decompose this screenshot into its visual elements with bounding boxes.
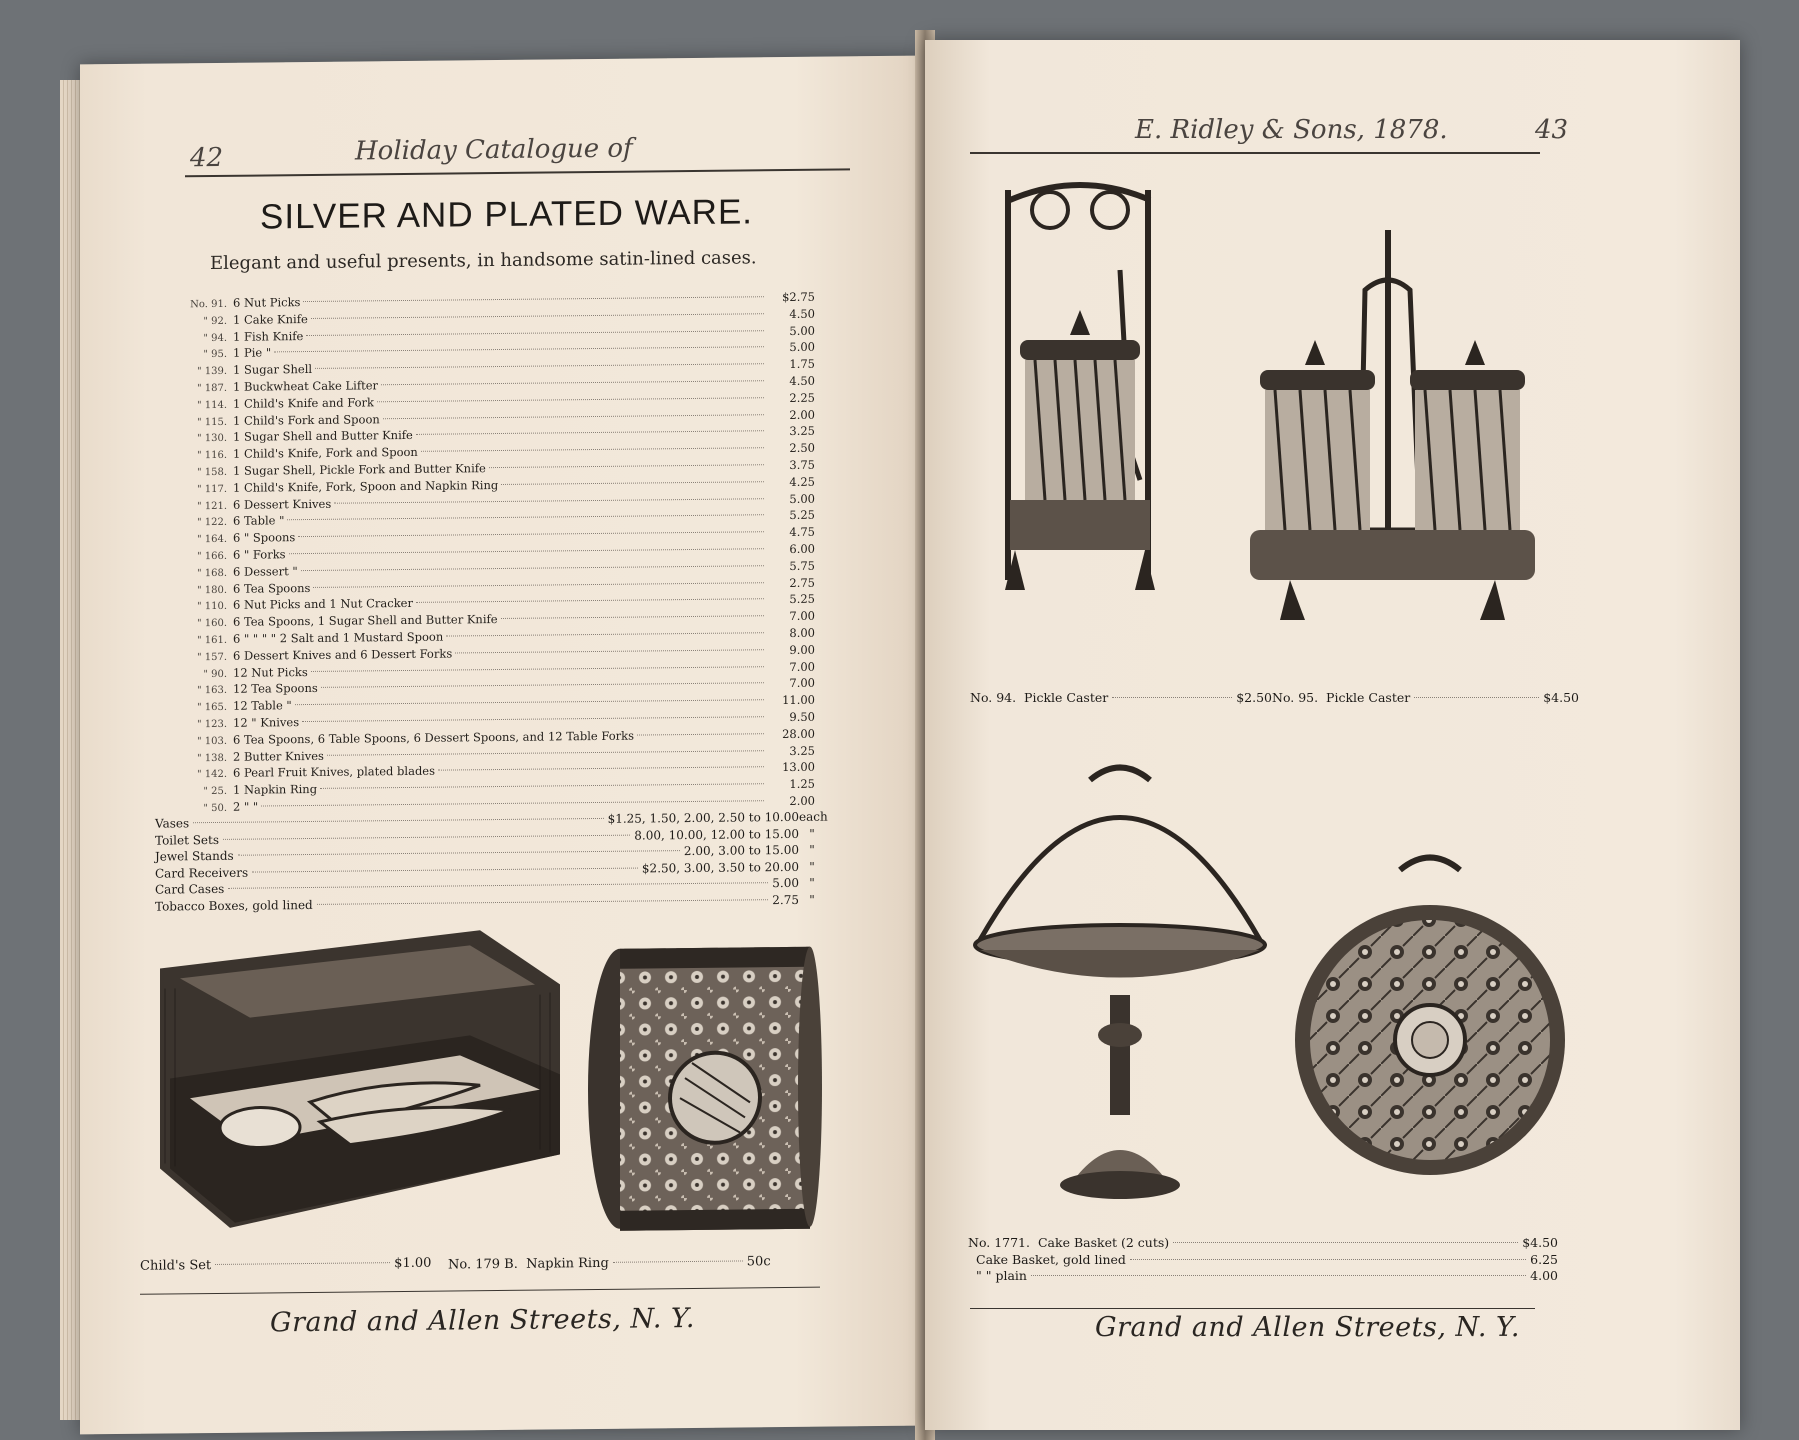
item-price: 3.25 bbox=[789, 424, 815, 439]
leader-dots bbox=[381, 380, 764, 385]
footer-rule-left bbox=[140, 1287, 820, 1295]
cake-basket-side-illustration bbox=[960, 755, 1280, 1215]
caster-95-price: $4.50 bbox=[1543, 690, 1580, 705]
leader-dots bbox=[489, 464, 764, 468]
cake-item-description: Cake Basket, gold lined bbox=[976, 1251, 1126, 1267]
caster-94-price: $2.50 bbox=[1236, 690, 1273, 705]
leader-dots bbox=[306, 330, 764, 336]
item-price: 2.00 bbox=[789, 407, 815, 422]
item-price: 4.50 bbox=[789, 373, 815, 388]
misc-description: Jewel Stands bbox=[155, 848, 234, 864]
item-number: " 114. bbox=[196, 399, 227, 411]
item-price: 1.75 bbox=[789, 356, 815, 372]
item-price: 2.50 bbox=[789, 440, 815, 456]
leader-dots bbox=[637, 733, 764, 735]
right-page bbox=[925, 40, 1740, 1430]
napkin-ring-no: No. 179 B. bbox=[448, 1256, 518, 1273]
napkin-ring-price: 50c bbox=[746, 1254, 771, 1270]
item-price: 5.25 bbox=[789, 508, 815, 523]
misc-price: 2.75 bbox=[772, 892, 799, 908]
misc-unit: " bbox=[809, 859, 815, 874]
leader-dots bbox=[377, 397, 764, 402]
napkin-ring-illustration bbox=[580, 937, 830, 1245]
item-number: " 158. bbox=[196, 466, 227, 479]
page-number-right: 43 bbox=[1535, 115, 1569, 145]
leader-dots bbox=[311, 666, 764, 672]
misc-price: $2.50, 3.00, 3.50 to 20.00 bbox=[641, 859, 799, 876]
item-price: 11.00 bbox=[782, 692, 815, 708]
childs-set-label: Child's Set bbox=[140, 1258, 212, 1274]
leader-dots bbox=[320, 783, 764, 789]
misc-unit: " bbox=[809, 876, 815, 891]
item-description: 6 Pearl Fruit Knives, plated blades bbox=[233, 763, 436, 781]
item-price: 6.00 bbox=[789, 541, 815, 556]
item-description: 12 " Knives bbox=[233, 715, 300, 730]
item-description: 2 " " bbox=[233, 799, 259, 814]
misc-unit: " bbox=[809, 842, 815, 857]
item-number: " 164. bbox=[196, 534, 227, 546]
item-description: 12 Table " bbox=[233, 698, 292, 713]
cake-item-description: " " plain bbox=[976, 1268, 1027, 1284]
footer-right: Grand and Allen Streets, N. Y. bbox=[1095, 1312, 1520, 1343]
item-number: " 163. bbox=[196, 685, 227, 697]
item-description: 1 Napkin Ring bbox=[233, 782, 318, 797]
item-number: " 166. bbox=[196, 550, 227, 563]
item-price: 2.25 bbox=[789, 390, 815, 405]
item-description: 1 Buckwheat Cake Lifter bbox=[233, 378, 379, 394]
item-description: 12 Nut Picks bbox=[233, 664, 308, 680]
item-number: " 94. bbox=[203, 332, 227, 344]
item-price: 13.00 bbox=[782, 760, 815, 775]
item-description: 6 Table " bbox=[233, 513, 285, 529]
leader-dots bbox=[311, 313, 764, 319]
cake-basket-row bbox=[968, 1235, 1558, 1252]
item-number: " 161. bbox=[196, 634, 227, 647]
cake-basket-row bbox=[968, 1268, 1558, 1285]
misc-price: 5.00 bbox=[772, 876, 799, 891]
section-subtitle: Elegant and useful presents, in handsome satin-lined cases. bbox=[210, 247, 757, 275]
cake-item-description: Cake Basket (2 cuts) bbox=[1037, 1235, 1170, 1250]
napkin-ring-caption bbox=[448, 1254, 771, 1272]
item-number: " 139. bbox=[196, 366, 227, 378]
item-price: $2.75 bbox=[782, 289, 815, 305]
item-number: " 103. bbox=[196, 735, 227, 747]
caster-95-label: Pickle Caster bbox=[1326, 690, 1411, 705]
item-price: 4.50 bbox=[789, 306, 815, 321]
cake-item-number: No. 1771. bbox=[968, 1235, 1030, 1250]
item-price: 5.25 bbox=[789, 592, 815, 607]
item-number: " 168. bbox=[196, 567, 227, 579]
leader-dots bbox=[446, 632, 764, 636]
misc-price: $1.25, 1.50, 2.00, 2.50 to 10.00 bbox=[607, 809, 799, 826]
item-number: " 90. bbox=[203, 668, 227, 680]
item-number: " 165. bbox=[196, 701, 227, 714]
item-number: " 130. bbox=[196, 433, 227, 445]
item-description: 1 Child's Knife, Fork and Spoon bbox=[233, 445, 418, 461]
leader-dots bbox=[501, 481, 764, 485]
item-description: 6 Dessert Knives and 6 Dessert Forks bbox=[233, 646, 453, 663]
item-number: " 157. bbox=[196, 651, 227, 663]
item-number: " 50. bbox=[203, 802, 227, 815]
pickle-caster-94-illustration bbox=[980, 180, 1180, 650]
item-number: " 117. bbox=[196, 483, 227, 495]
item-price: 7.00 bbox=[789, 676, 815, 691]
item-description: 1 Child's Knife, Fork, Spoon and Napkin Ring bbox=[233, 477, 499, 495]
misc-description: Tobacco Boxes, gold lined bbox=[155, 897, 313, 914]
item-description: 6 Tea Spoons, 6 Table Spoons, 6 Dessert Spoons, and 12 Table Forks bbox=[233, 728, 635, 747]
item-description: 1 Cake Knife bbox=[233, 311, 308, 327]
item-price: 8.00 bbox=[789, 625, 815, 640]
item-number: " 110. bbox=[196, 601, 227, 613]
item-price: 3.75 bbox=[789, 457, 815, 472]
caster-94-label: Pickle Caster bbox=[1024, 690, 1109, 705]
item-description: 1 Sugar Shell, Pickle Fork and Butter Knife bbox=[233, 461, 486, 478]
leader-dots bbox=[261, 800, 764, 806]
cake-item-price: $4.50 bbox=[1522, 1235, 1558, 1250]
leader-dots bbox=[455, 649, 764, 653]
item-number: " 123. bbox=[196, 718, 227, 731]
item-number: " 121. bbox=[196, 500, 227, 512]
item-price: 9.00 bbox=[789, 642, 815, 657]
leader-dots bbox=[501, 615, 764, 619]
item-price: 5.00 bbox=[789, 340, 815, 355]
item-number: " 122. bbox=[196, 517, 227, 529]
item-description: 6 Tea Spoons, 1 Sugar Shell and Butter Knife bbox=[233, 612, 498, 629]
leader-dots bbox=[238, 850, 680, 856]
leader-dots bbox=[416, 431, 764, 436]
leader-dots bbox=[303, 296, 764, 302]
item-description: 6 " " " " 2 Salt and 1 Mustard Spoon bbox=[233, 629, 444, 646]
misc-price: 8.00, 10.00, 12.00 to 15.00 bbox=[634, 826, 799, 843]
napkin-ring-label: Napkin Ring bbox=[526, 1255, 609, 1272]
leader-dots bbox=[252, 867, 638, 872]
section-title: SILVER AND PLATED WARE. bbox=[260, 192, 754, 237]
pickle-caster-95-illustration bbox=[1250, 230, 1550, 660]
item-description: 1 Child's Knife and Fork bbox=[233, 395, 375, 411]
item-number: " 180. bbox=[196, 584, 227, 596]
item-description: 1 Fish Knife bbox=[233, 328, 304, 344]
running-head-right: E. Ridley & Sons, 1878. bbox=[1135, 115, 1448, 145]
item-description: 6 " Spoons bbox=[233, 530, 296, 545]
item-price: 2.75 bbox=[789, 575, 815, 590]
cake-item-price: 4.00 bbox=[1530, 1268, 1558, 1284]
item-description: 6 Nut Picks and 1 Nut Cracker bbox=[233, 596, 413, 613]
cake-item-price: 6.25 bbox=[1530, 1251, 1558, 1267]
item-price: 5.75 bbox=[789, 558, 815, 573]
item-price: 3.25 bbox=[789, 743, 815, 758]
item-description: 1 Pie " bbox=[233, 345, 272, 361]
misc-description: Card Cases bbox=[155, 882, 225, 897]
item-number: " 187. bbox=[196, 382, 227, 395]
footer-left: Grand and Allen Streets, N. Y. bbox=[270, 1302, 695, 1339]
leader-dots bbox=[301, 565, 764, 571]
leader-dots bbox=[295, 699, 764, 705]
misc-price: 2.00, 3.00 to 15.00 bbox=[683, 843, 799, 859]
leader-dots bbox=[315, 363, 764, 369]
left-page bbox=[80, 56, 920, 1435]
cake-basket-list bbox=[968, 1235, 1558, 1285]
leader-dots bbox=[327, 750, 764, 756]
item-description: 6 Dessert " bbox=[233, 563, 298, 579]
leader-dots bbox=[287, 515, 764, 521]
misc-unit: " bbox=[809, 826, 815, 841]
caster-95-no: No. 95. bbox=[1272, 690, 1319, 705]
item-price: 1.25 bbox=[789, 776, 815, 792]
item-price: 9.50 bbox=[789, 709, 815, 724]
caster-95-caption bbox=[1272, 690, 1579, 705]
item-price: 4.25 bbox=[789, 474, 815, 489]
cake-basket-row bbox=[968, 1252, 1558, 1269]
item-description: 1 Child's Fork and Spoon bbox=[233, 411, 380, 428]
leader-dots bbox=[1130, 1259, 1526, 1260]
cake-basket-top-illustration bbox=[1285, 840, 1575, 1210]
leader-dots bbox=[321, 683, 764, 689]
childs-set-price: $1.00 bbox=[394, 1255, 432, 1272]
item-price: 5.00 bbox=[789, 323, 815, 338]
item-description: 6 Nut Picks bbox=[233, 295, 301, 310]
leader-dots bbox=[274, 347, 764, 353]
page-number-left: 42 bbox=[190, 142, 224, 174]
childs-set-illustration bbox=[140, 924, 570, 1249]
misc-unit: each bbox=[799, 809, 828, 824]
item-description: 6 Tea Spoons bbox=[233, 580, 311, 596]
footer-rule-right bbox=[970, 1308, 1535, 1309]
header-rule bbox=[185, 168, 850, 177]
leader-dots bbox=[421, 447, 764, 452]
item-description: 12 Tea Spoons bbox=[233, 681, 318, 697]
leader-dots bbox=[317, 899, 769, 905]
item-number: " 160. bbox=[196, 617, 227, 630]
item-description: 6 Dessert Knives bbox=[233, 496, 332, 512]
item-number: " 142. bbox=[196, 769, 227, 781]
childs-set-caption bbox=[140, 1256, 431, 1274]
leader-dots bbox=[302, 716, 764, 722]
leader-dots bbox=[416, 599, 764, 604]
caster-94-caption bbox=[970, 690, 1272, 705]
item-number: " 92. bbox=[203, 315, 227, 327]
leader-dots bbox=[1031, 1275, 1526, 1276]
item-price: 7.00 bbox=[789, 659, 815, 674]
item-description: 6 " Forks bbox=[233, 547, 286, 562]
caster-94-no: No. 94. bbox=[970, 690, 1017, 705]
misc-unit: " bbox=[809, 892, 815, 907]
item-description: 1 Sugar Shell bbox=[233, 362, 313, 377]
cake-list-container bbox=[968, 1235, 1558, 1285]
item-price: 4.75 bbox=[789, 524, 815, 540]
leader-dots bbox=[193, 818, 603, 823]
item-price: 28.00 bbox=[782, 726, 815, 741]
item-price: 7.00 bbox=[789, 608, 815, 624]
item-price: 5.00 bbox=[789, 491, 815, 506]
leader-dots bbox=[383, 414, 764, 419]
item-number: " 95. bbox=[203, 349, 227, 361]
item-description: 1 Sugar Shell and Butter Knife bbox=[233, 428, 413, 445]
misc-list bbox=[155, 809, 828, 916]
header-rule-right bbox=[970, 152, 1540, 154]
leader-dots bbox=[289, 548, 764, 554]
leader-dots bbox=[228, 883, 768, 890]
price-list bbox=[175, 289, 815, 816]
leader-dots bbox=[334, 498, 764, 504]
leader-dots bbox=[313, 582, 764, 588]
item-number: " 116. bbox=[196, 450, 227, 462]
items-container bbox=[175, 289, 815, 816]
leader-dots bbox=[298, 531, 764, 537]
leader-dots bbox=[223, 834, 630, 839]
item-number: No. 91. bbox=[190, 298, 227, 311]
leader-dots bbox=[438, 767, 764, 771]
misc-description: Vases bbox=[155, 816, 190, 831]
item-number: " 115. bbox=[196, 416, 227, 428]
item-number: " 138. bbox=[196, 752, 227, 764]
misc-description: Toilet Sets bbox=[155, 832, 220, 848]
item-number: " 25. bbox=[203, 785, 227, 798]
item-description: 2 Butter Knives bbox=[233, 748, 324, 764]
leader-dots bbox=[1173, 1242, 1518, 1243]
catalogue-book bbox=[20, 30, 1760, 1420]
misc-description: Card Receivers bbox=[155, 865, 249, 881]
misc-container bbox=[155, 809, 828, 916]
running-head-left: Holiday Catalogue of bbox=[355, 133, 633, 167]
item-price: 2.00 bbox=[789, 793, 815, 808]
